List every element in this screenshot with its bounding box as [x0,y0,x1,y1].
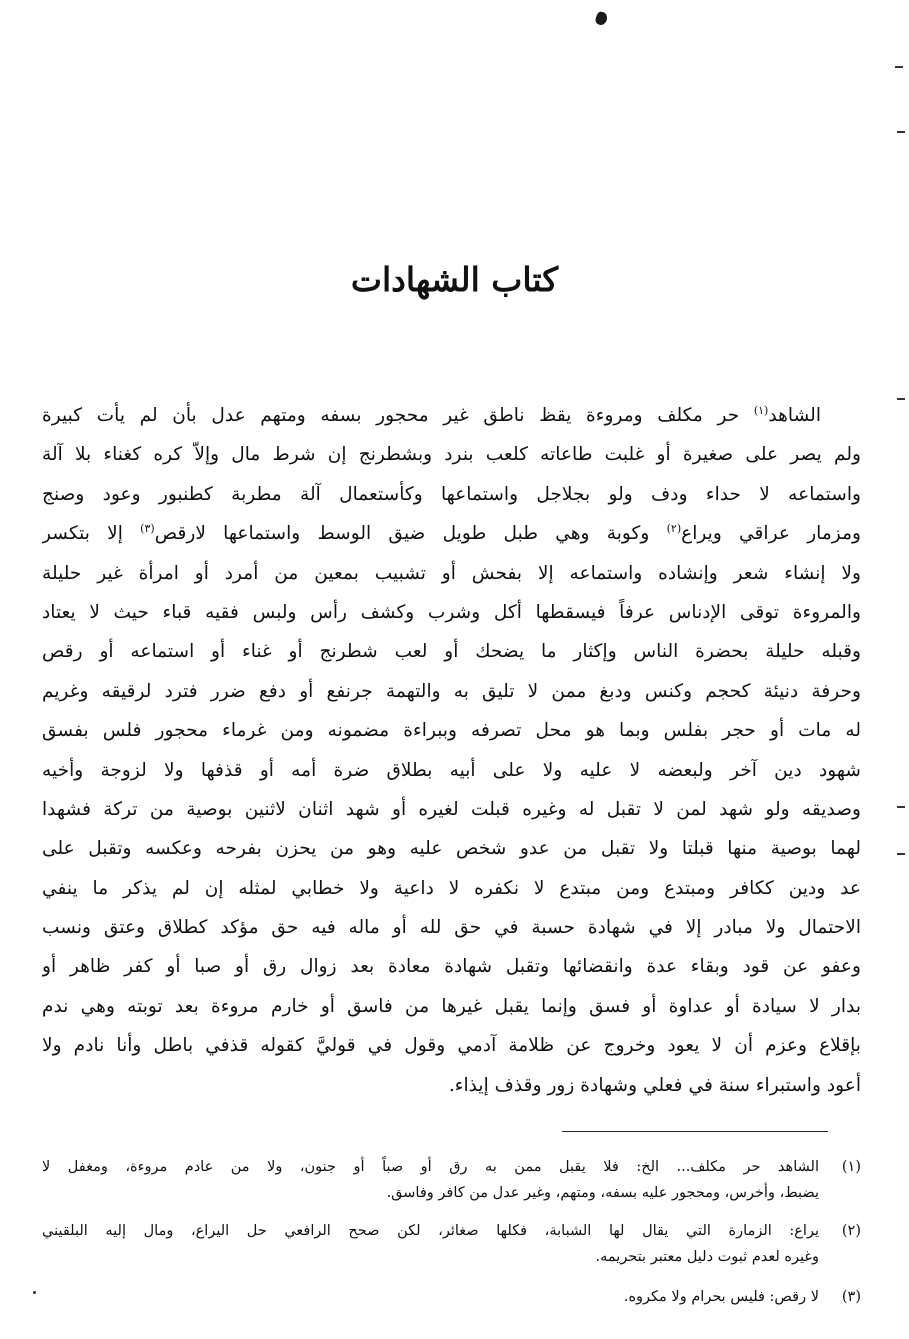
footnote [42,1284,861,1310]
text-line: بإقلاع وعزم أن لا يعود وخروج عن ظلامة آدمي وقول في قوليَّ كقوله قذفي باطل وأنا نادم ولا [42,1035,861,1057]
text-line: بدار لا سيادة أو عداوة أو فسق وإنما يقبل غيرها من فاسق أو خارم مروءة بعد توبته وهي ندم [42,995,861,1017]
text-line: الاحتمال ولا مبادر إلا في شهادة حسبة في حق لله أو ماله فيه حق مؤكد كطلاق وعتق ونسب [42,917,861,939]
text-line [42,514,861,553]
text-line: شهود دين آخر ولبعضه لا عليه ولا على أبيه بطلاق ضرة أمه أو قذفها ولا لزوجة وأخيه [42,759,861,781]
footnote-number: (٢) [841,1223,861,1239]
text-line: وحرفة دنيئة كحجم وكنس ودبغ ممن لا تليق به والتهمة جرنفع أو دفع ضرر فترد لرقيقه وغريم [42,680,861,702]
footnote-text [42,1154,819,1206]
main-text [42,396,861,1105]
footnote-line: الشاهد حر مكلف... الخ: فلا يقبل ممن به رق أو صباً أو جنون، ولا من عادم مروءة، ومغفل لا [42,1159,819,1175]
footnote-text [42,1218,819,1270]
text-line: أعود واستبراء سنة في فعلي وشهادة زور وقذف إيذاء. [448,1074,861,1096]
footnote-text [42,1284,819,1310]
edge-mark [897,131,905,133]
edge-mark [897,806,905,808]
footnote-ref: (٣) [140,521,155,535]
footnote [42,1218,861,1270]
text-segment: الشاهد [768,405,821,426]
text-line: وصديقه ولو شهد لمن لا تقبل له وغيره قبلت لغيره أو شهد اثنان لاثنين بوصية من تركة فشهدا [42,798,861,820]
footnote-ref: (١) [753,403,769,417]
footnote-line: يضبط، وأخرس، ومحجور عليه بسفه، ومتهم، وغير عدل من كافر وفاسق. [386,1185,819,1201]
edge-mark [897,398,905,400]
footnote [42,1154,861,1206]
text-line: له مات أو حجر بفلس وبما هو محل تصرفه وببراءة مضمونه ومن غرماء محجور فلس بفسق [42,720,861,742]
footnote-separator [562,1131,828,1132]
footnote-ref: (٢) [666,521,682,535]
text-line: عد ودين ككافر ومبتدع ومن مبتدع لا نكفره لا داعية ولا خطابي لمثله إن لم يذكر ما ينفي [42,877,861,899]
text-segment: وكوبة وهي طبل طويل ضيق الوسط واستماعها لارقص [154,523,667,545]
text-line [42,396,861,435]
text-line: ولم يصر على صغيرة أو غلبت طاعاته كلعب بنرد وبشطرنج إن شرط مال وإلاّ كره كغناء بلا آلة [42,444,861,466]
text-line: لهما بوصية منها قبلتا ولا تقبل من عدو شخص عليه وهو من يحزن بفرحه وعكسه وتقبل على [42,838,861,860]
edge-mark [897,853,905,855]
text-line: وقبله حليلة بحضرة الناس وإكثار ما يضحك أو لعب شطرنج أو غناء أو استماعه أو رقص [42,641,861,663]
text-line: ولا إنشاء شعر وإنشاده واستماعه إلا بفحش أو تشبيب بمعين من أمرد أو امرأة غير حليلة [42,562,861,584]
footnote-line: يراع: الزمارة التي يقال لها الشبابة، فكلها صغائر، لكن صحح الرافعي حل اليراع، ومال إليه البلقيني [42,1223,819,1239]
text-line: وعفو عن قود وبقاء عدة وانقضائها وتقبل شهادة معادة بعد زوال رق أو صبا أو كفر ظاهر أو [42,956,861,978]
page-title: كتاب الشهادات [350,260,559,299]
footnote-line: وغيره لعدم ثبوت دليل معتبر بتحريمه. [595,1249,819,1265]
footnote-number: (٣) [841,1289,861,1305]
text-segment: ومزمار عراقي ويراع [681,523,861,545]
ink-blot [594,11,609,27]
text-line: واستماعه لا حداء ودف ولو بجلاجل واستماعها وكأستعمال آلة مطربة كطنبور وعود وصنج [42,483,861,505]
edge-mark [895,66,903,68]
footnote-number: (١) [841,1159,861,1175]
text-segment: حر مكلف ومروءة يقظ ناطق غير محجور بسفه ومتهم عدل بأن لم يأت كبيرة [42,405,754,426]
margin-speck [33,1291,36,1294]
footnote-line: لا رقص: فليس بحرام ولا مكروه. [623,1289,819,1305]
text-segment: إلا بتكسر [42,523,141,545]
text-line: والمروءة توقى الإدناس عرفاً فيسقطها أكل وشرب وكشف رأس ولبس فقيه قباء حيث لا يعتاد [42,601,861,623]
